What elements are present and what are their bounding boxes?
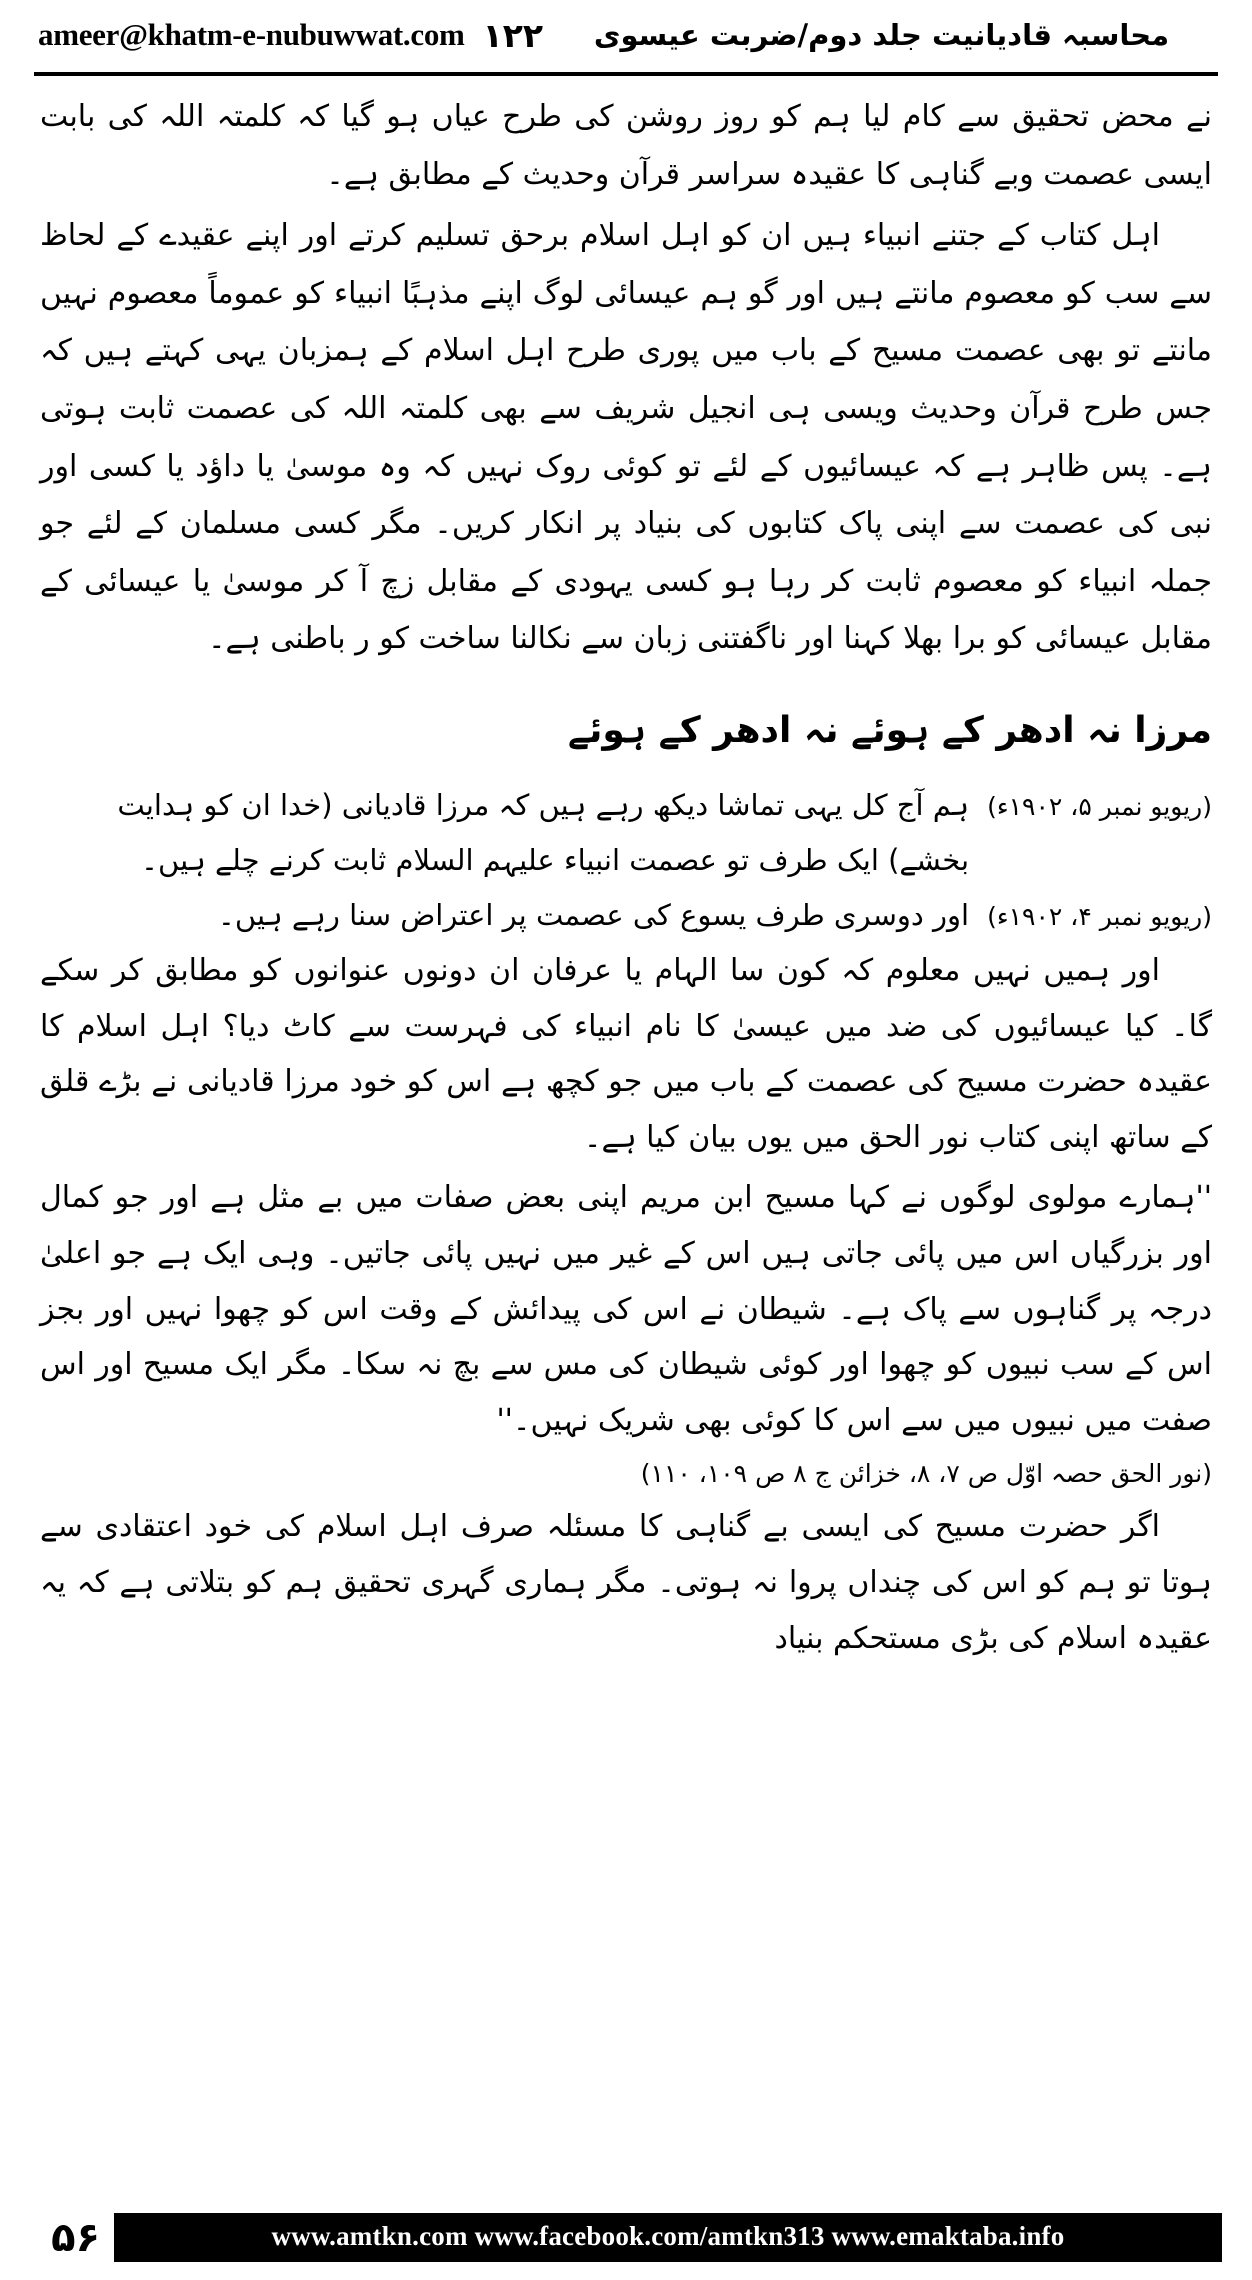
section-heading: مرزا نہ ادھر کے ہوئے نہ ادھر کے ہوئے — [567, 709, 1212, 751]
paragraph: نے محض تحقیق سے کام لیا ہم کو روز روشن کی طرح عیاں ہو گیا کہ کلمتہ اللہ کی بابت ایسی عصمت وبے گناہی کا عقیدہ سراسر قرآن وحدیث کے مطابق ہے۔ — [40, 99, 1212, 192]
header-page-number: ۱۲۲ — [482, 15, 544, 55]
quote-block — [40, 778, 1212, 888]
page-body — [34, 76, 1218, 1667]
quote-reference: (ریویو نمبر ۵، ۱۹۰۲ء) — [987, 791, 1212, 821]
quote-text: ہم آج کل یہی تماشا دیکھ رہے ہیں کہ مرزا قادیانی (خدا ان کو ہدایت بخشے) ایک طرف تو عصمت انبیاء علیہم السلام ثابت کرنے چلے ہیں۔ — [117, 787, 970, 877]
page-footer — [0, 2184, 1252, 2280]
paragraph: اہل کتاب کے جتنے انبیاء ہیں ان کو اہل اسلام برحق تسلیم کرتے اور اپنے عقیدے کے لحاظ سے سب کو معصوم مانتے ہیں اور گو ہم عیسائی لوگ اپنے مذہبًا انبیاء کو عموماً معصوم نہیں مانتے تو بھی عصمت مسیح کے باب میں پوری طرح اہل اسلام کے ہمزبان یہی کہتے ہیں کہ جس طرح قرآن وحدیث ویسی ہی انجیل شریف سے بھی کلمتہ اللہ کی عصمت ثابت ہوتی ہے۔ پس ظاہر ہے کہ عیسائیوں کے لئے تو کوئی روک نہیں کہ وہ موسیٰ یا داؤد یا کسی اور نبی کی عصمت سے اپنی پاک کتابوں کی بنیاد پر انکار کریں۔ مگر کسی مسلمان کے لئے جو جملہ انبیاء کو معصوم ثابت کر رہا ہو کسی یہودی کے مقابل زچ آ کر موسیٰ یا عیسائی کے مقابل عیسائی کو برا بھلا کہنا اور ناگفتنی زبان سے نکالنا ساخت کو ر باطنی ہے۔ — [40, 218, 1212, 657]
paragraph: اور ہمیں نہیں معلوم کہ کون سا الہام یا عرفان ان دونوں عنوانوں کو مطابق کر سکے گا۔ کیا عیسائیوں کی ضد میں عیسیٰ کا نام انبیاء کی فہرست سے کاٹ دیا؟ اہل اسلام کا عقیدہ حضرت مسیح کی عصمت کے باب میں جو کچھ ہے اس کو خود مرزا قادیانی نے بڑے قلق کے ساتھ اپنی کتاب نور الحق میں یوں بیان کیا ہے۔ — [40, 952, 1212, 1156]
page-header — [34, 0, 1218, 70]
header-email: ameer@khatm-e-nubuwwat.com — [38, 17, 465, 52]
quote-text: اور دوسری طرف یسوع کی عصمت پر اعتراض سنا رہے ہیں۔ — [217, 897, 970, 932]
quote-block — [40, 888, 1212, 943]
citation: (نور الحق حصہ اوّل ص ۷، ۸، خزائن ج ۸ ص ۱۰۹، ۱۱۰) — [640, 1458, 1212, 1488]
quote-reference: (ریویو نمبر ۴، ۱۹۰۲ء) — [987, 901, 1212, 931]
footer-links[interactable]: www.amtkn.com www.facebook.com/amtkn313 www.emaktaba.info — [114, 2213, 1222, 2262]
paragraph: ''ہمارے مولوی لوگوں نے کہا مسیح ابن مریم اپنی بعض صفات میں بے مثل ہے اور جو کمال اور بزرگیاں اس میں پائی جاتی ہیں اس کے غیر میں نہیں پائی جاتیں۔ وہی ایک ہے جو اعلیٰ درجہ پر گناہوں سے پاک ہے۔ شیطان نے اس کی پیدائش کے وقت اس کو چھوا نہیں اور بجز اس کے سب نبیوں کو چھوا اور کوئی شیطان کی مس سے بچ نہ سکا۔ مگر ایک مسیح اور اس صفت میں نبیوں میں سے اس کا کوئی بھی شریک نہیں۔'' — [40, 1180, 1212, 1439]
book-title: محاسبہ قادیانیت جلد دوم/ضربت عیسوی — [593, 18, 1170, 52]
footer-page-number: ۵۶ — [51, 2214, 100, 2261]
paragraph: اگر حضرت مسیح کی ایسی بے گناہی کا مسئلہ صرف اہل اسلام کی خود اعتقادی سے ہوتا تو ہم کو اس کی چنداں پروا نہ ہوتی۔ مگر ہماری گہری تحقیق ہم کو بتلاتی ہے کہ یہ عقیدہ اسلام کی بڑی مستحکم بنیاد — [40, 1509, 1212, 1657]
